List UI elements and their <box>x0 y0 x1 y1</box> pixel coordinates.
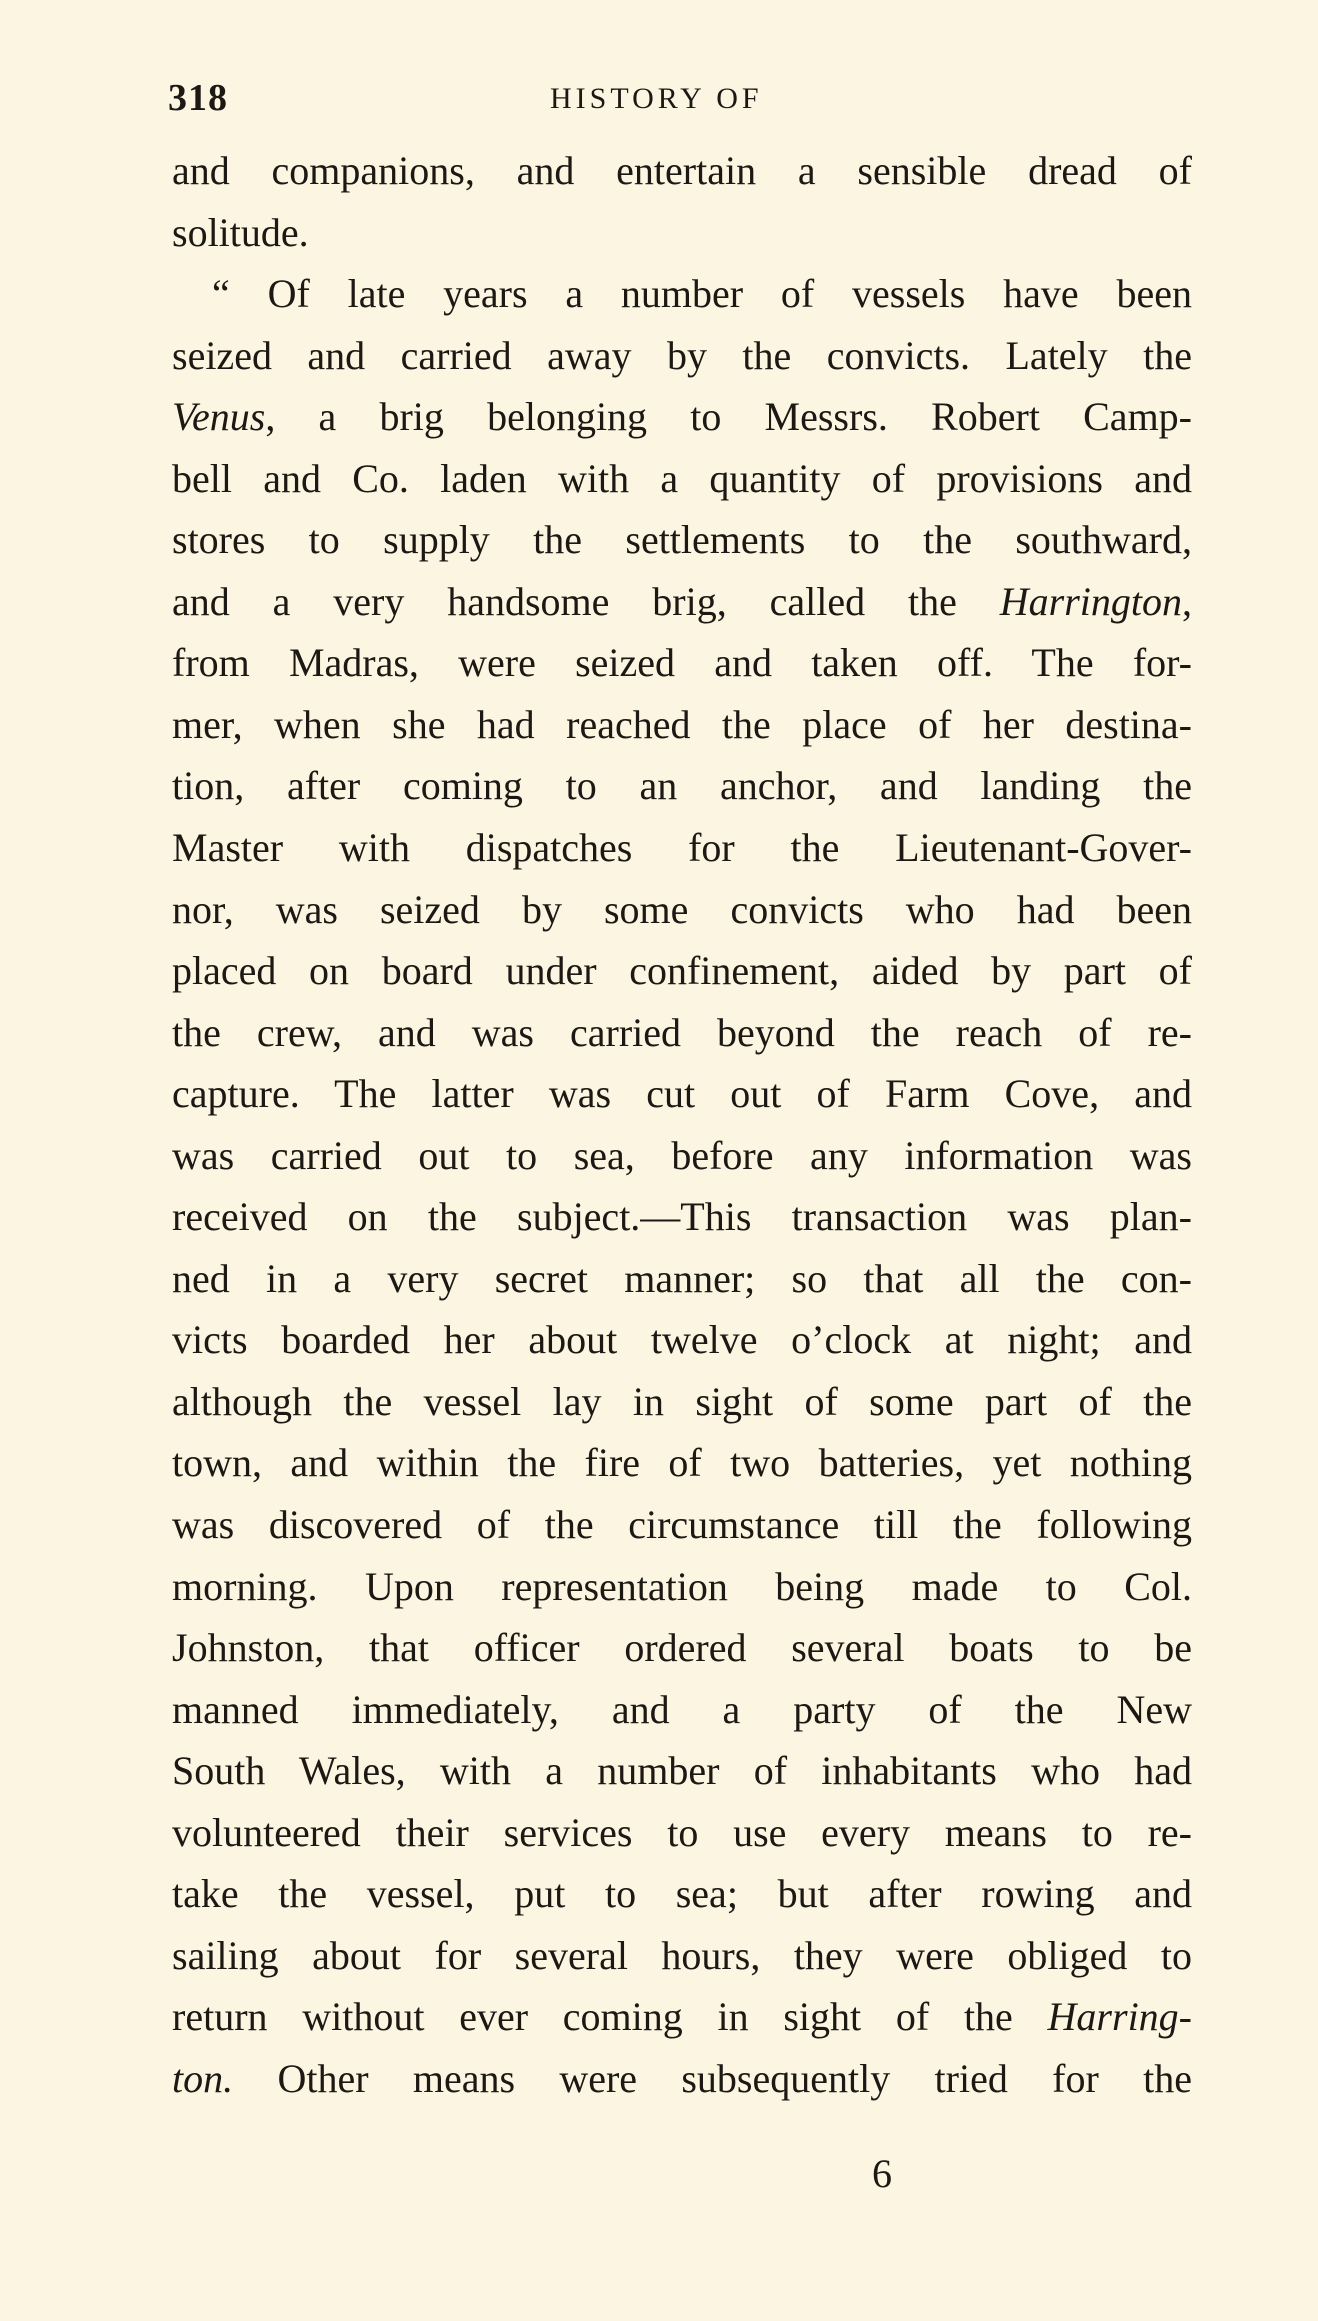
text-line: and companions, and entertain a sensible dread of <box>172 148 1192 193</box>
text-line: was discovered of the circumstance till the following <box>172 1502 1192 1548</box>
text-line: the crew, and was carried beyond the reach of re- <box>172 1009 1192 1055</box>
text-line: volunteered their services to use every means to re- <box>172 1809 1192 1855</box>
text-line: ton. Other means were subsequently tried for the <box>172 2055 1192 2101</box>
page-header <box>160 64 1200 124</box>
text-line: placed on board under confinement, aided by part of <box>172 948 1192 994</box>
text-line: mer, when she had reached the place of her destina- <box>172 701 1192 747</box>
text-line: ned in a very secret manner; so that all the con- <box>172 1255 1192 1301</box>
text-line: South Wales, with a number of inhabitants who had <box>172 1748 1192 1794</box>
text-line: capture. The latter was cut out of Farm Cove, and <box>172 1071 1192 1117</box>
text-line: manned immediately, and a party of the New <box>172 1686 1192 1732</box>
running-head: HISTORY OF <box>550 82 763 115</box>
text-line: Venus, a brig belonging to Messrs. Robert Camp- <box>172 394 1192 440</box>
text-line: take the vessel, put to sea; but after rowing and <box>172 1871 1192 1917</box>
text-line: from Madras, were seized and taken off. The for- <box>172 640 1192 686</box>
text-line: seized and carried away by the convicts. Lately the <box>172 332 1192 378</box>
text-line: sailing about for several hours, they were obliged to <box>172 1932 1192 1978</box>
catchword: 6 <box>872 2151 892 2196</box>
text-line: return without ever coming in sight of the Harring- <box>172 1994 1192 2040</box>
text-line: morning. Upon representation being made to Col. <box>172 1563 1192 1609</box>
text-line: nor, was seized by some convicts who had been <box>172 886 1192 932</box>
text-line: “ Of late years a number of vessels have been <box>212 271 1192 317</box>
page-number: 318 <box>168 77 228 119</box>
text-line: Master with dispatches for the Lieutenant-Gover- <box>172 825 1192 871</box>
text-line: bell and Co. laden with a quantity of provisions and <box>172 455 1192 501</box>
text-line: town, and within the fire of two batteries, yet nothing <box>172 1440 1192 1486</box>
text-line: stores to supply the settlements to the southward, <box>172 517 1192 563</box>
text-line: was carried out to sea, before any information was <box>172 1132 1192 1178</box>
text-line: received on the subject.—This transaction was plan- <box>172 1194 1192 1240</box>
text-line: victs boarded her about twelve o’clock at night; and <box>172 1317 1192 1363</box>
text-line: Johnston, that officer ordered several boats to be <box>172 1625 1192 1671</box>
text-line: although the vessel lay in sight of some part of the <box>172 1378 1192 1424</box>
text-line: solitude. <box>172 209 309 255</box>
text-line: and a very handsome brig, called the Harrington, <box>172 578 1192 624</box>
body-text <box>172 140 1192 2110</box>
text-line: tion, after coming to an anchor, and landing the <box>172 763 1192 809</box>
